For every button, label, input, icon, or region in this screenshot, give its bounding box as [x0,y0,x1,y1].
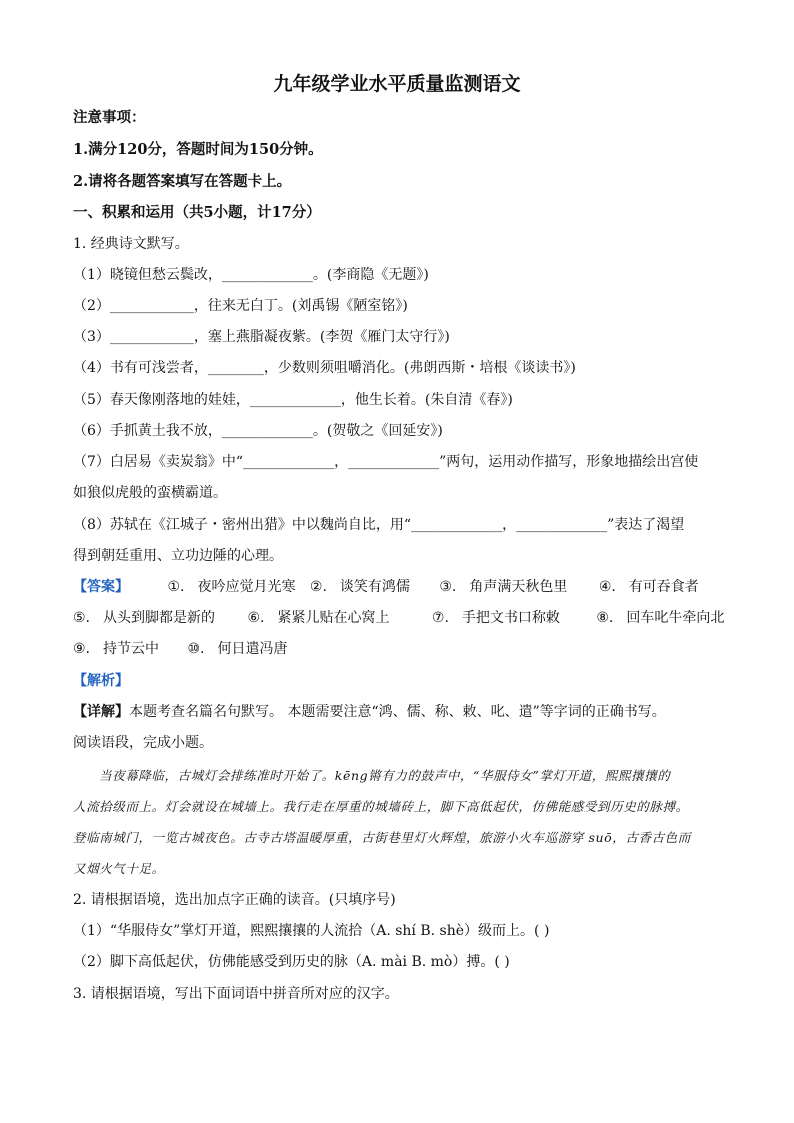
question-item: （8）苏轼在《江城子・密州出猎》中以魏尚自比，用“_____________，_____________”表达了渴望 [73,517,685,533]
detail-label: 【详解】 [73,704,129,720]
question-item: 得到朝廷重用、立功边陲的心理。 [73,548,283,564]
question-item: （4）书有可浅尝者，________，少数则须咀嚼消化。(弗朗西斯・培根《谈读书》) [73,360,576,376]
notice-heading: 注意事项： [73,109,146,126]
answer-item: ④. 有可吞食者 [598,579,699,595]
answer-row [73,639,297,659]
passage-line: 当夜幕降临，古城灯会排练准时开始了。kēng锵有力的鼓声中，“华服侍女”掌灯开道，熙熙攘攘的 [99,768,671,783]
question-stem: 3. 请根据语境，写出下面词语中拼音所对应的汉字。 [73,986,399,1002]
question-item: （5）春天像刚落地的娃娃，_____________，他生长着。(朱自清《春》) [73,392,513,408]
reading-passage [73,760,733,884]
answer-row [73,577,709,597]
answer-item: ⑤. 从头到脚都是新的 [73,610,215,626]
answer-item: ③. 角声满天秋色里 [439,579,568,595]
question-stem: 2. 请根据语境，选出加点字正确的读音。(只填序号) [73,892,396,908]
notice-item: 2.请将各题答案填写在答题卡上。 [73,173,292,190]
page-title: 九年级学业水平质量监测语文 [273,73,521,95]
read-prompt: 阅读语段，完成小题。 [73,735,213,751]
answer-item: ⑧. 回车叱牛牵向北 [596,610,725,626]
notice-item: 1.满分120分，答题时间为150分钟。 [73,141,323,158]
answer-item: ①. 夜吟应觉月光寒 [167,579,296,595]
analysis-label: 【解析】 [73,673,129,689]
answer-item: ⑨. 持节云中 [73,641,159,657]
detail-text: 本题考查名篇名句默写。 本题需要注意“鸿、儒、称、敕、叱、遣”等字词的正确书写。 [129,704,666,720]
passage-line: 又烟火气十足。 [73,861,165,876]
question-item: 如狼似虎般的蛮横霸道。 [73,485,227,501]
answer-item: ⑥. 紧紧儿贴在心窝上 [247,610,390,626]
answer-label: 【答案】 [73,579,129,595]
answer-item: ⑩. 何日遣冯唐 [187,641,288,657]
detail-line [73,702,666,722]
passage-line: 人流拾级而上。灯会就设在城墙上。我行走在厚重的城墙砖上，脚下高低起伏，仿佛能感受到历史的脉搏。 [73,799,689,814]
question-item: （1）晓镜但愁云鬓改，_____________。(李商隐《无题》) [73,267,429,283]
question-item: （3）____________，塞上燕脂凝夜紫。(李贺《雁门太守行》) [73,329,450,345]
answer-row [73,608,734,628]
section-heading: 一、积累和运用（共5小题，计17分） [73,204,321,221]
answer-item: ②. 谈笑有鸿儒 [309,579,410,595]
question-item: （1）“华服侍女”掌灯开道，熙熙攘攘的人流拾（A. shí B. shè）级而上。( ) [73,923,550,939]
question-item: （2）____________，往来无白丁。(刘禹锡《陋室铭》) [73,298,408,314]
question-item: （7）白居易《卖炭翁》中“_____________，_____________”两句，运用动作描写，形象地描绘出宫使 [73,454,699,470]
question-item: （2）脚下高低起伏，仿佛能感受到历史的脉（A. mài B. mò）搏。( ) [73,954,510,970]
question-item: （6）手抓黄土我不放，_____________。(贺敬之《回延安》) [73,423,443,439]
passage-line: 登临南城门，一览古城夜色。古寺古塔温暖厚重，古街巷里灯火辉煌，旅游小火车巡游穿 suō，古香古色而 [73,830,691,845]
answer-item: ⑦. 手把文书口称敕 [431,610,560,626]
question-stem: 1. 经典诗文默写。 [73,236,189,252]
